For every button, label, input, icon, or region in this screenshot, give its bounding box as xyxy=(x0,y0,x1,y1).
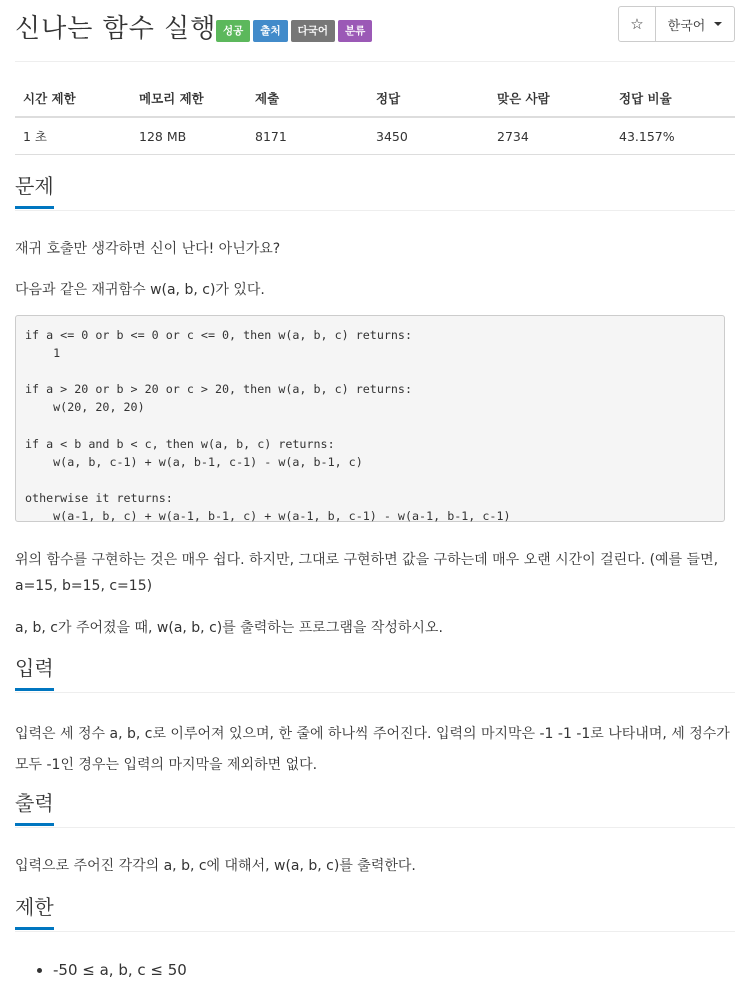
section-head xyxy=(15,654,735,693)
table-row xyxy=(15,117,735,155)
value-accepted[interactable]: 3450 xyxy=(368,117,489,155)
value-submissions[interactable]: 8171 xyxy=(247,117,368,155)
problem-section-header xyxy=(15,172,735,211)
action-button-group xyxy=(618,6,735,42)
input-description: 입력은 세 정수 a, b, c로 이루어져 있으며, 한 줄에 하나씩 주어진다. 입력의 마지막은 -1 -1 -1로 나타내며, 세 정수가 모두 -1인 경우는 입력의 마지막을 제외하면 없다. xyxy=(15,726,730,773)
code-block: if a <= 0 or b <= 0 or c <= 0, then w(a, b, c) returns: 1 if a > 20 or b > 20 or c > 20, then w(a, b, c) returns: w(20, 20, 20) if a < b and b < c, then w(a, b, c) returns: w(a, b, c-1) + w(a, b-1, c-1) - w(a, b-1, c) otherwise it returns: w(a-1, b, c) + w(a-1, b-1, c) + w(a-1, b, c-1) - w(a-1, b-1, c-1) xyxy=(15,315,725,522)
header-accept-ratio: 정답 비율 xyxy=(611,80,735,117)
problem-page xyxy=(15,0,735,979)
label-multilingual[interactable]: 다국어 xyxy=(291,20,335,42)
star-icon: ☆ xyxy=(630,15,644,33)
limits-title: 제한 xyxy=(15,893,54,930)
section-head xyxy=(15,893,735,932)
section-head xyxy=(15,789,735,828)
problem-paragraph-1: 재귀 호출만 생각하면 신이 난다! 아닌가요? xyxy=(15,241,281,257)
label-success[interactable]: 성공 xyxy=(216,20,250,42)
language-dropdown[interactable] xyxy=(656,7,734,41)
input-section-header xyxy=(15,654,735,693)
table-header-row xyxy=(15,80,735,117)
header-solved-users: 맞은 사람 xyxy=(489,80,611,117)
value-accept-ratio: 43.157% xyxy=(611,117,735,155)
output-title: 출력 xyxy=(15,789,54,826)
language-label: 한국어 xyxy=(667,18,706,34)
header-time-limit: 시간 제한 xyxy=(15,80,131,117)
value-solved-users[interactable]: 2734 xyxy=(489,117,611,155)
value-memory-limit: 128 MB xyxy=(131,117,247,155)
output-section-header xyxy=(15,789,735,828)
limits-list xyxy=(15,956,187,984)
header-accepted: 정답 xyxy=(368,80,489,117)
title-row xyxy=(15,0,735,60)
problem-title: 문제 xyxy=(15,172,54,209)
output-description: 입력으로 주어진 각각의 a, b, c에 대해서, w(a, b, c)를 출력한다. xyxy=(15,858,416,874)
header-submissions: 제출 xyxy=(247,80,368,117)
problem-labels xyxy=(216,20,372,42)
problem-paragraph-2: 다음과 같은 재귀함수 w(a, b, c)가 있다. xyxy=(15,282,265,298)
caret-down-icon xyxy=(714,22,722,26)
value-time-limit: 1 초 xyxy=(15,117,131,155)
favorite-button[interactable] xyxy=(619,7,656,41)
problem-paragraph-3: 위의 함수를 구현하는 것은 매우 쉽다. 하지만, 그대로 구현하면 값을 구하는데 매우 오랜 시간이 걸린다. (예를 들면, a=15, b=15, c=15) xyxy=(15,552,719,594)
label-source[interactable]: 출처 xyxy=(253,20,287,42)
divider xyxy=(15,61,735,62)
list-item: • -50 ≤ a, b, c ≤ 50 xyxy=(53,956,187,984)
problem-info-table xyxy=(15,80,735,155)
input-title: 입력 xyxy=(15,654,54,691)
label-category[interactable]: 분류 xyxy=(338,20,372,42)
section-head xyxy=(15,172,735,211)
limits-section-header xyxy=(15,893,735,932)
header-memory-limit: 메모리 제한 xyxy=(131,80,247,117)
problem-paragraph-4: a, b, c가 주어졌을 때, w(a, b, c)를 출력하는 프로그램을 작성하시오. xyxy=(15,620,443,636)
page-title: 신나는 함수 실행 xyxy=(15,14,217,44)
